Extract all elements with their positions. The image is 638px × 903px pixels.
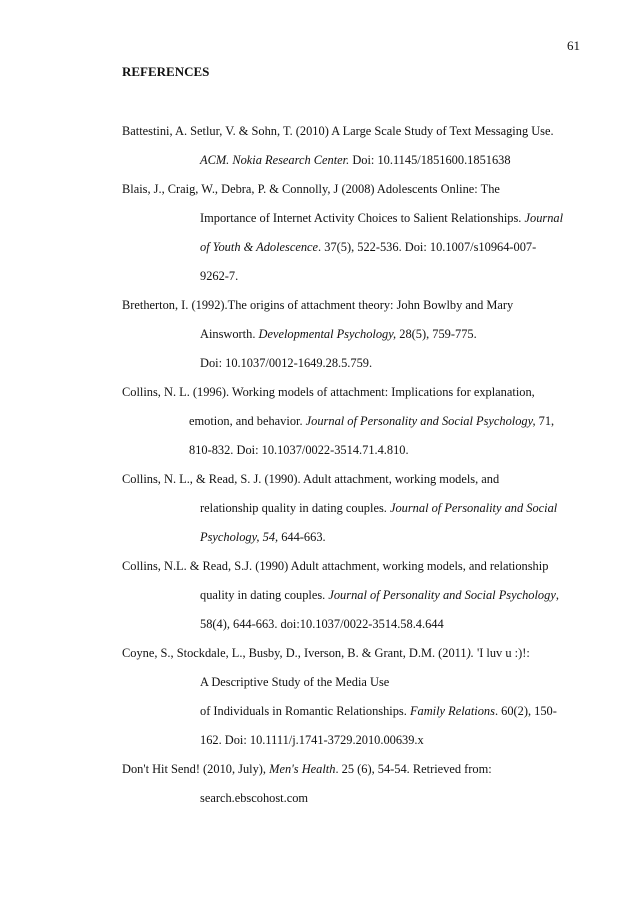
reference-line	[200, 210, 563, 226]
reference-text: . 60(2), 150-	[494, 704, 557, 718]
reference-text: 162. Doi: 10.1111/j.1741-3729.2010.00639.x	[200, 733, 424, 747]
reference-text: Doi: 10.1037/0012-1649.28.5.759.	[200, 356, 373, 370]
reference-text: . 37(5), 522-536. Doi: 10.1007/s10964-007-	[318, 240, 537, 254]
reference-text: Collins, N.L. & Read, S.J. (1990) Adult attachment, working models, and relationship	[122, 559, 549, 573]
reference-line	[122, 471, 499, 487]
page-number: 61	[567, 38, 580, 53]
reference-text: 58(4), 644-663. doi:10.1037/0022-3514.58.4.644	[200, 617, 444, 631]
reference-line	[122, 645, 530, 661]
reference-italic-text: Journal of Personality and Social Psychology,	[305, 414, 536, 428]
reference-text: Importance of Internet Activity Choices to Salient Relationships.	[200, 211, 525, 225]
reference-line	[200, 790, 308, 806]
reference-line	[122, 558, 548, 574]
reference-line	[200, 703, 557, 719]
reference-italic-text: Journal	[524, 211, 564, 225]
reference-text: 28(5), 759-775.	[396, 327, 477, 341]
reference-line	[200, 239, 536, 255]
reference-line	[122, 761, 492, 777]
reference-text: relationship quality in dating couples.	[200, 501, 390, 515]
reference-line	[200, 268, 238, 284]
reference-line	[189, 442, 409, 458]
reference-italic-text: Family Relations	[409, 704, 495, 718]
reference-italic-text: Journal of Personality and Social	[389, 501, 558, 515]
reference-text: 810-832. Doi: 10.1037/0022-3514.71.4.810.	[189, 443, 409, 457]
reference-text: emotion, and behavior.	[189, 414, 306, 428]
reference-text: A Descriptive Study of the Media Use	[200, 675, 390, 689]
reference-italic-text: Developmental Psychology,	[258, 327, 397, 341]
reference-line	[122, 123, 554, 139]
reference-text: of Individuals in Romantic Relationships.	[200, 704, 410, 718]
reference-italic-text: of Youth & Adolescence	[200, 240, 319, 254]
reference-text: search.ebscohost.com	[200, 791, 309, 805]
reference-text: Blais, J., Craig, W., Debra, P. & Connolly, J (2008) Adolescents Online: The	[122, 182, 500, 196]
reference-text: Doi: 10.1145/1851600.1851638	[349, 153, 511, 167]
reference-line	[200, 326, 477, 342]
reference-italic-text: Journal of Personality and Social Psychology	[328, 588, 556, 602]
reference-line	[200, 152, 511, 168]
reference-italic-text: Psychology, 54,	[200, 530, 279, 544]
reference-text: Bretherton, I. (1992).The origins of attachment theory: John Bowlby and Mary	[122, 298, 514, 312]
reference-line	[200, 355, 372, 371]
reference-text: Ainsworth.	[200, 327, 259, 341]
reference-line	[200, 587, 559, 603]
reference-text: Don't Hit Send! (2010, July),	[122, 762, 270, 776]
reference-text: Collins, N. L., & Read, S. J. (1990). Adult attachment, working models, and	[122, 472, 500, 486]
reference-text: 644-663.	[278, 530, 326, 544]
reference-text: 'I luv u :)!:	[473, 646, 530, 660]
reference-line	[200, 732, 424, 748]
reference-line	[122, 384, 535, 400]
reference-text: . 25 (6), 54-54. Retrieved from:	[335, 762, 492, 776]
reference-line	[122, 181, 500, 197]
references-heading: REFERENCES	[122, 64, 210, 79]
reference-text: Collins, N. L. (1996). Working models of attachment: Implications for explanation,	[122, 385, 535, 399]
reference-text: 9262-7.	[200, 269, 239, 283]
reference-text: quality in dating couples.	[200, 588, 329, 602]
reference-text: Coyne, S., Stockdale, L., Busby, D., Iverson, B. & Grant, D.M. (2011	[122, 646, 467, 660]
reference-line	[200, 500, 557, 516]
reference-text: ,	[555, 588, 559, 602]
reference-text: 71,	[535, 414, 555, 428]
reference-line	[200, 616, 444, 632]
reference-line	[200, 674, 389, 690]
reference-line	[122, 297, 513, 313]
reference-italic-text: ).	[466, 646, 474, 660]
reference-text: Battestini, A. Setlur, V. & Sohn, T. (2010) A Large Scale Study of Text Messaging Use.	[122, 124, 554, 138]
reference-line	[189, 413, 554, 429]
reference-italic-text: ACM. Nokia Research Center.	[200, 153, 350, 167]
reference-line	[200, 529, 326, 545]
reference-italic-text: Men's Health	[269, 762, 336, 776]
